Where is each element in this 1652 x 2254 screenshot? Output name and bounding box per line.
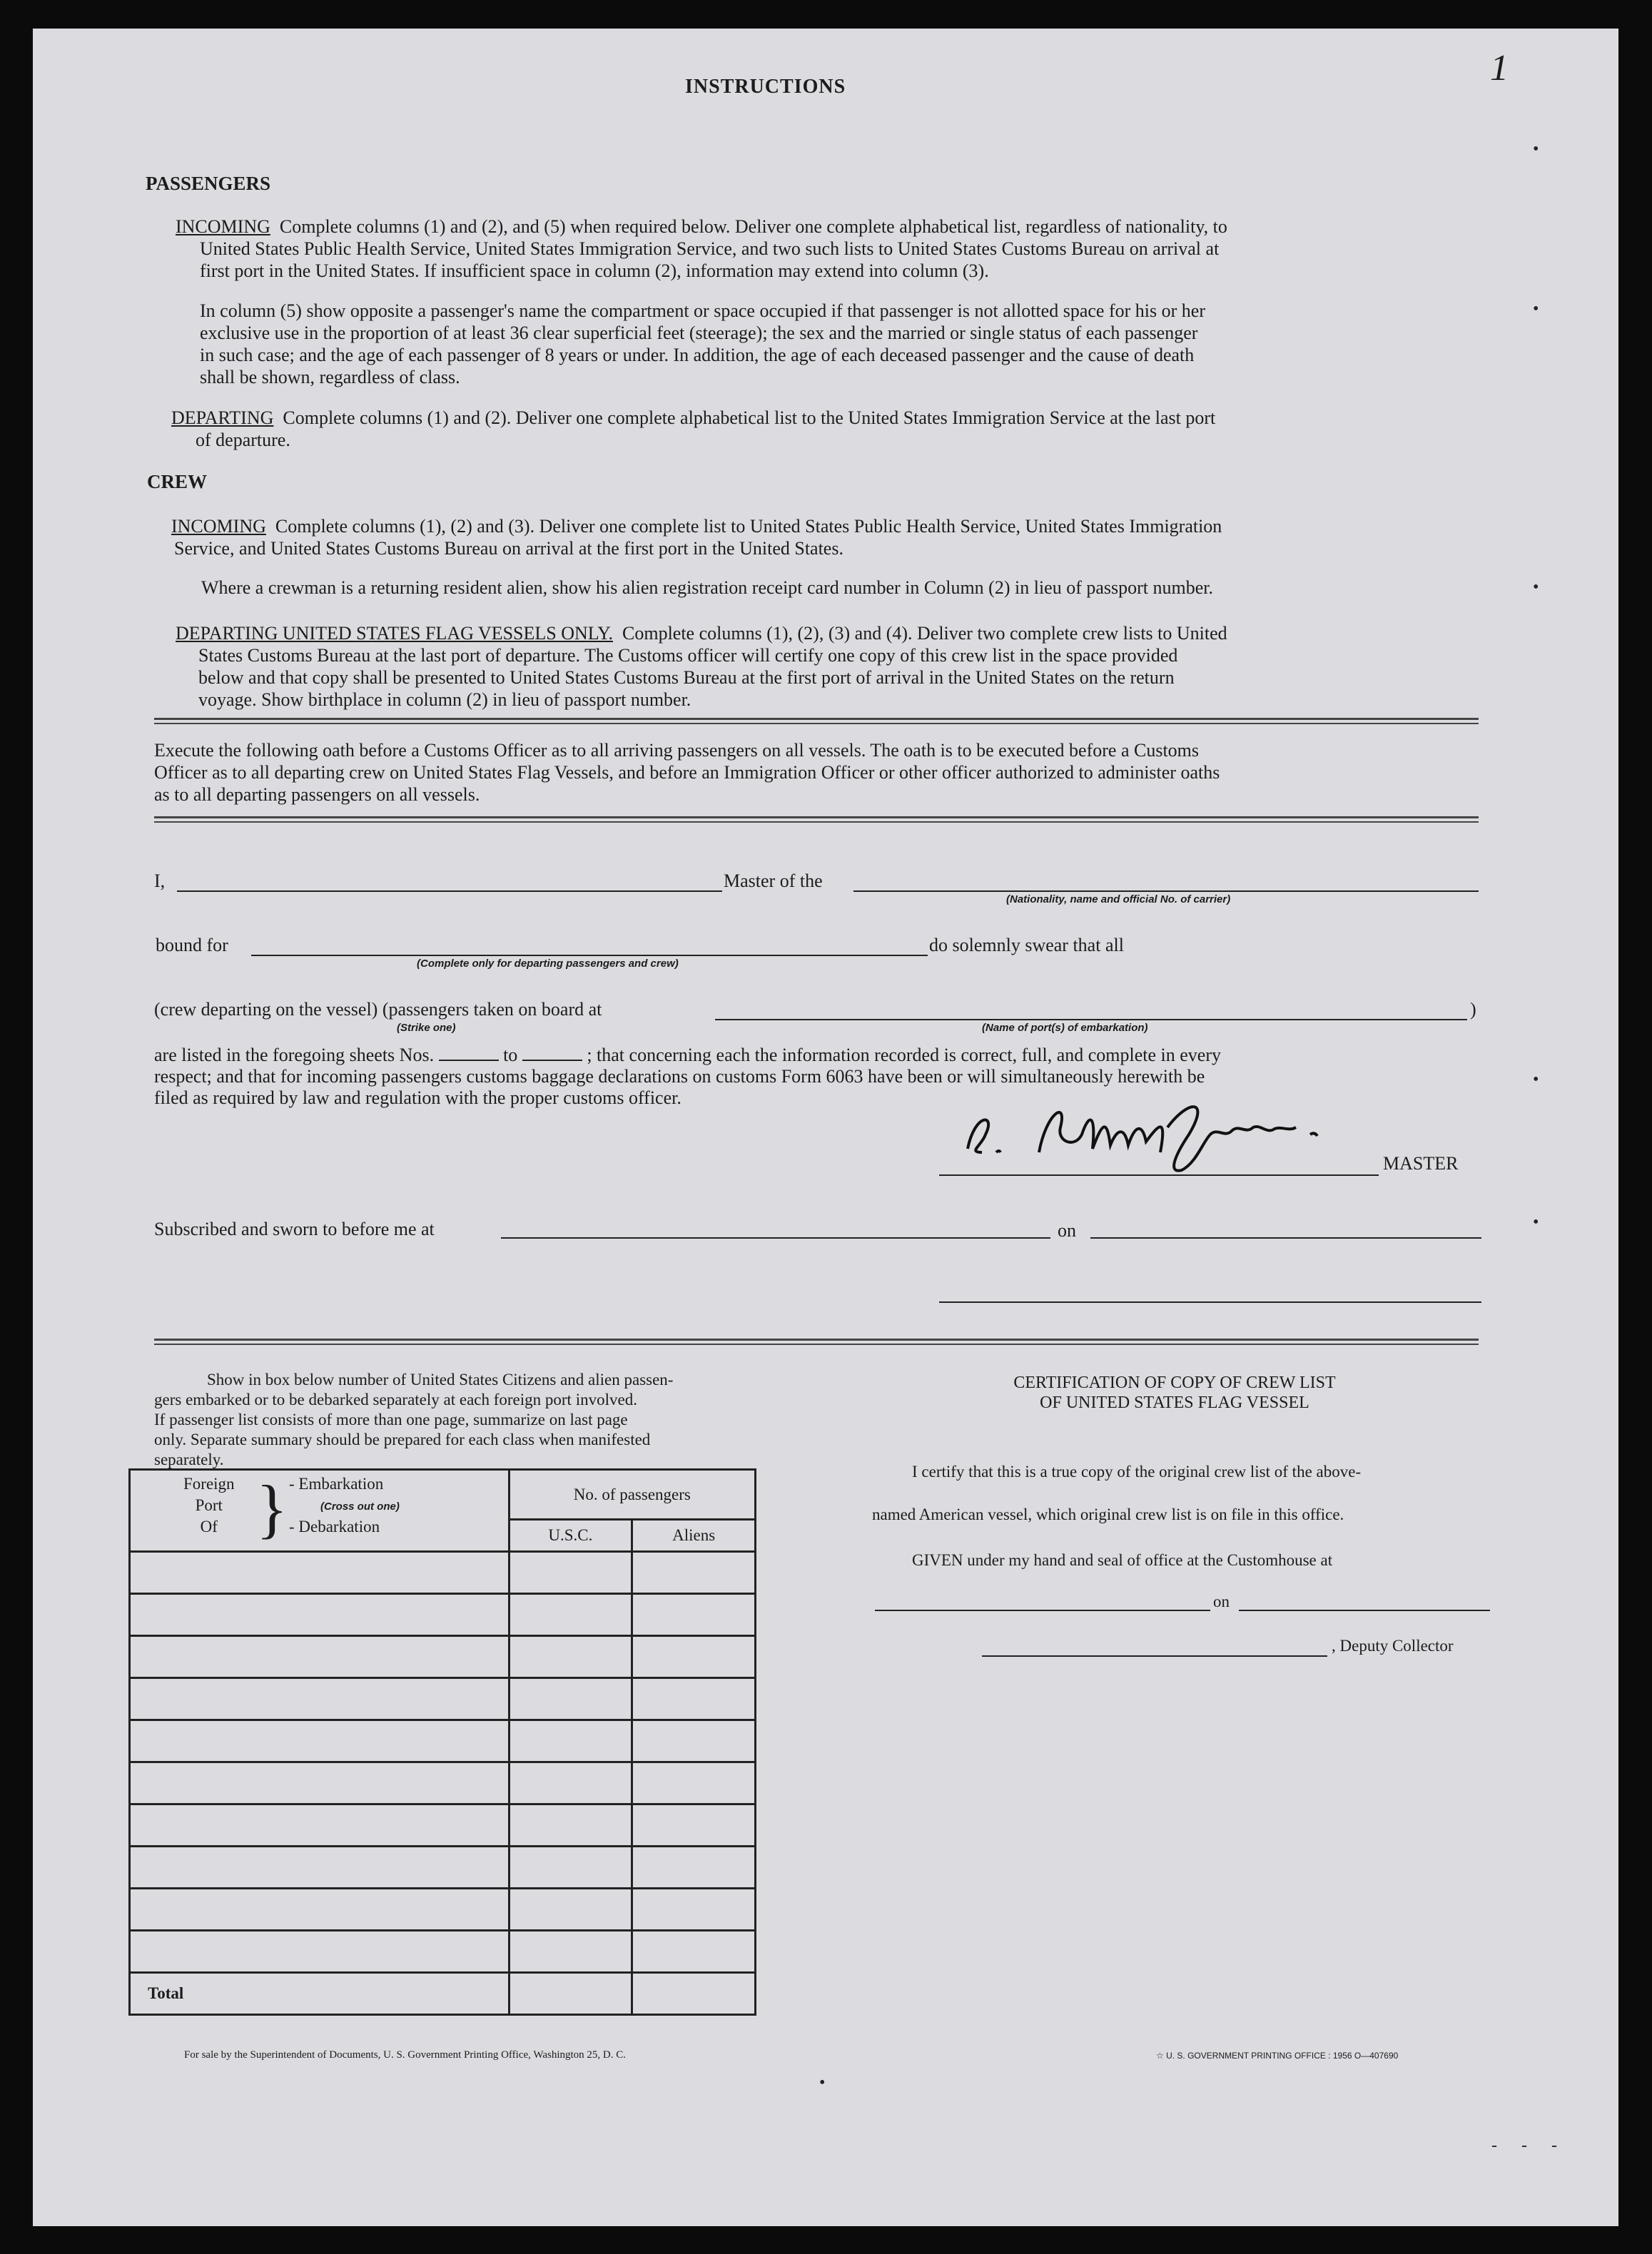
incoming-text-line: Complete columns (1) and (2), and (5) when required below. Deliver one complete alphabetical list, regardless of nationality, to — [279, 216, 1227, 237]
table-row — [130, 1594, 756, 1636]
summary-instructions — [154, 1370, 796, 1470]
certification-on-label: on — [1213, 1593, 1230, 1610]
usc-cell[interactable] — [509, 1889, 632, 1931]
aliens-cell[interactable] — [632, 1804, 756, 1847]
aliens-cell[interactable] — [632, 1889, 756, 1931]
passengers-incoming-block — [176, 215, 1460, 282]
crew-incoming-block — [171, 515, 1463, 559]
oath-text-line: filed as required by law and regulation with the proper customs officer. — [154, 1087, 681, 1108]
section-divider — [154, 1339, 1479, 1345]
table-row — [130, 1931, 756, 1973]
scan-speck: • — [819, 2073, 826, 2092]
subscribed-place-field[interactable] — [501, 1237, 1050, 1239]
foreign-port-word: Foreign — [183, 1475, 235, 1493]
crew-incoming-text-line: Complete columns (1), (2) and (3). Deliver one complete list to United States Public Health Service, United States Immigration — [275, 516, 1222, 537]
aliens-cell[interactable] — [632, 1678, 756, 1720]
crew-incoming-label: INCOMING — [171, 516, 266, 537]
oath-intro-line: as to all departing passengers on all vessels. — [154, 784, 480, 805]
usc-cell[interactable] — [509, 1931, 632, 1973]
officer-signature-field[interactable] — [939, 1301, 1481, 1303]
crew-departing-text-line: voyage. Show birthplace in column (2) in lieu of passport number. — [198, 689, 691, 710]
passengers-departing-block — [171, 407, 1463, 451]
table-row — [130, 1762, 756, 1804]
aliens-header: Aliens — [632, 1520, 756, 1552]
crew-departing-text-line: below and that copy shall be presented to United States Customs Bureau at the first port of arrival in the United States on the return — [198, 667, 1175, 688]
oath-i-label: I, — [154, 870, 166, 891]
ports-caption: (Name of port(s) of embarkation) — [982, 1022, 1148, 1034]
port-cell[interactable] — [130, 1594, 510, 1636]
summary-line: Show in box below number of United States Citizens and alien passen- — [207, 1371, 674, 1389]
aliens-total-cell[interactable] — [632, 1973, 756, 2015]
foreign-port-word: Port — [195, 1496, 223, 1514]
bound-for-field[interactable] — [251, 955, 928, 956]
port-cell[interactable] — [130, 1804, 510, 1847]
master-signature-line[interactable] — [939, 1174, 1379, 1176]
crew-incoming-text-line: Service, and United States Customs Bureau on arrival at the first port in the United States. — [174, 538, 843, 559]
scan-speck: • — [1533, 1070, 1539, 1089]
oath-text-line: respect; and that for incoming passengers customs baggage declarations on customs Form 6063 have been or will simultaneously herewith be — [154, 1066, 1205, 1087]
table-row — [130, 1678, 756, 1720]
incoming-label: INCOMING — [176, 216, 270, 237]
aliens-cell[interactable] — [632, 1720, 756, 1762]
usc-total-cell[interactable] — [509, 1973, 632, 2015]
summary-line: gers embarked or to be debarked separately at each foreign port involved. — [154, 1391, 637, 1408]
summary-line: separately. — [154, 1451, 224, 1468]
passenger-summary-table — [128, 1468, 756, 2016]
deputy-collector-signature-field[interactable] — [982, 1655, 1327, 1657]
section-divider — [154, 816, 1479, 823]
sheet-from-field[interactable] — [439, 1060, 499, 1061]
usc-cell[interactable] — [509, 1720, 632, 1762]
bound-for-caption: (Complete only for departing passengers and crew) — [417, 958, 679, 970]
incoming-text-line: United States Public Health Service, United States Immigration Service, and two such lists to United States Customs Bureau on arrival at — [200, 238, 1220, 259]
strike-one-caption: (Strike one) — [397, 1022, 456, 1034]
table-row — [130, 1889, 756, 1931]
certification-text-line: I certify that this is a true copy of the original crew list of the above- — [912, 1463, 1362, 1481]
listed-prefix: are listed in the foregoing sheets Nos. — [154, 1045, 435, 1065]
aliens-cell[interactable] — [632, 1931, 756, 1973]
cross-out-caption: (Cross out one) — [320, 1501, 400, 1513]
debarkation-label: - Debarkation — [289, 1518, 380, 1535]
certification-text-line: GIVEN under my hand and seal of office at the Customhouse at — [912, 1551, 1333, 1569]
to-label: to — [503, 1045, 518, 1065]
crew-departing-text-line: Complete columns (1), (2), (3) and (4). Deliver two complete crew lists to United — [622, 623, 1227, 644]
summary-line: only. Separate summary should be prepared for each class when manifested — [154, 1431, 651, 1448]
footer-gpo-notice: ☆ U. S. GOVERNMENT PRINTING OFFICE : 1956 O—407690 — [1156, 2051, 1399, 2061]
usc-cell[interactable] — [509, 1762, 632, 1804]
certification-heading — [868, 1373, 1481, 1413]
usc-cell[interactable] — [509, 1804, 632, 1847]
aliens-cell[interactable] — [632, 1847, 756, 1889]
total-label: Total — [130, 1973, 510, 2015]
column5-block — [200, 300, 1460, 388]
carrier-field[interactable] — [853, 890, 1479, 892]
certification-date-field[interactable] — [1239, 1610, 1490, 1611]
deputy-collector-label: , Deputy Collector — [1332, 1637, 1454, 1655]
master-of-label: Master of the — [724, 870, 823, 891]
aliens-cell[interactable] — [632, 1552, 756, 1594]
oath-intro-block — [154, 739, 1481, 806]
aliens-cell[interactable] — [632, 1636, 756, 1678]
no-of-passengers-header: No. of passengers — [509, 1470, 755, 1520]
summary-line: If passenger list consists of more than one page, summarize on last page — [154, 1411, 628, 1428]
crew-departing-block — [176, 622, 1464, 711]
listed-suffix: ; that concerning each the information recorded is correct, full, and complete in every — [587, 1045, 1221, 1065]
swear-label: do solemnly swear that all — [929, 935, 1124, 955]
port-cell[interactable] — [130, 1552, 510, 1594]
carrier-caption: (Nationality, name and official No. of carrier) — [1006, 893, 1231, 905]
certification-heading-line: CERTIFICATION OF COPY OF CREW LIST — [1013, 1374, 1336, 1392]
crew-departing-text-line: States Customs Bureau at the last port of departure. The Customs officer will certify one copy of this crew list in the space provided — [198, 645, 1178, 666]
master-name-field[interactable] — [177, 890, 722, 892]
embarkation-ports-field[interactable] — [715, 1019, 1467, 1020]
scan-speck: • — [1533, 578, 1539, 597]
aliens-cell[interactable] — [632, 1762, 756, 1804]
usc-cell[interactable] — [509, 1552, 632, 1594]
master-signature — [953, 1085, 1353, 1177]
crew-departing-label: DEPARTING UNITED STATES FLAG VESSELS ONLY. — [176, 623, 613, 644]
port-cell[interactable] — [130, 1847, 510, 1889]
embarkation-label: - Embarkation — [289, 1475, 384, 1493]
bound-for-label: bound for — [156, 935, 228, 955]
table-header-row — [130, 1470, 756, 1520]
usc-cell[interactable] — [509, 1847, 632, 1889]
usc-header: U.S.C. — [509, 1520, 632, 1552]
port-cell[interactable] — [130, 1636, 510, 1678]
scan-speck: - - - — [1491, 2136, 1567, 2155]
sheet-to-field[interactable] — [522, 1060, 582, 1061]
column5-text-line: in such case; and the age of each passenger of 8 years or under. In addition, the age of each deceased passenger and the cause of death — [200, 345, 1195, 365]
subscribed-label: Subscribed and sworn to before me at — [154, 1219, 435, 1239]
crew-passengers-label: (crew departing on the vessel) (passengers taken on board at — [154, 999, 602, 1020]
scan-speck: • — [1533, 1213, 1539, 1232]
footer-sale-notice: For sale by the Superintendent of Documents, U. S. Government Printing Office, Washington 25, D. C. — [184, 2049, 626, 2061]
port-cell[interactable] — [130, 1762, 510, 1804]
table-row — [130, 1720, 756, 1762]
certification-heading-line: OF UNITED STATES FLAG VESSEL — [1040, 1393, 1309, 1412]
certification-text-line: named American vessel, which original crew list is on file in this office. — [872, 1506, 1344, 1523]
port-cell[interactable] — [130, 1720, 510, 1762]
port-cell[interactable] — [130, 1889, 510, 1931]
page-number-mark: 1 — [1490, 48, 1509, 88]
foreign-port-header — [130, 1470, 510, 1552]
table-row — [130, 1804, 756, 1847]
foreign-port-word: Of — [200, 1518, 218, 1535]
usc-cell[interactable] — [509, 1594, 632, 1636]
table-row — [130, 1847, 756, 1889]
usc-cell[interactable] — [509, 1636, 632, 1678]
usc-cell[interactable] — [509, 1678, 632, 1720]
page-title: INSTRUCTIONS — [685, 76, 846, 98]
crew-resident-line: Where a crewman is a returning resident alien, show his alien registration receipt card number in Column (2) in lieu of passport number. — [201, 577, 1214, 598]
column5-text-line: exclusive use in the proportion of at least 36 clear superficial feet (steerage); the sex and the married or single status of each passenger — [200, 323, 1198, 343]
column5-text-line: shall be shown, regardless of class. — [200, 367, 460, 387]
incoming-text-line: first port in the United States. If insufficient space in column (2), information may extend into column (3). — [200, 260, 989, 281]
section-divider — [154, 718, 1479, 724]
aliens-cell[interactable] — [632, 1594, 756, 1636]
scan-speck: • — [1533, 300, 1539, 318]
departing-text-line: of departure. — [196, 430, 290, 450]
table-row — [130, 1552, 756, 1594]
oath-intro-line: Officer as to all departing crew on United States Flag Vessels, and before an Immigration Officer or other officer authorized to administer oaths — [154, 762, 1220, 783]
column5-text-line: In column (5) show opposite a passenger's name the compartment or space occupied if that passenger is not allotted space for his or her — [200, 300, 1205, 321]
close-paren: ) — [1470, 999, 1476, 1020]
customhouse-field[interactable] — [875, 1610, 1210, 1611]
subscribed-on-label: on — [1058, 1220, 1076, 1241]
crew-heading: CREW — [147, 471, 208, 492]
table-row — [130, 1636, 756, 1678]
scan-speck: • — [1533, 140, 1539, 158]
brace-glyph: } — [256, 1472, 288, 1545]
port-cell[interactable] — [130, 1931, 510, 1973]
port-cell[interactable] — [130, 1678, 510, 1720]
departing-text-line: Complete columns (1) and (2). Deliver one complete alphabetical list to the United States Immigration Service at the last port — [283, 407, 1216, 428]
oath-listed-line — [154, 1045, 1221, 1066]
total-row — [130, 1973, 756, 2015]
passengers-heading: PASSENGERS — [146, 173, 271, 194]
oath-intro-line: Execute the following oath before a Customs Officer as to all arriving passengers on all vessels. The oath is to be executed before a Customs — [154, 740, 1200, 761]
subscribed-date-field[interactable] — [1090, 1237, 1481, 1239]
departing-label: DEPARTING — [171, 407, 274, 428]
master-label: MASTER — [1383, 1153, 1459, 1174]
